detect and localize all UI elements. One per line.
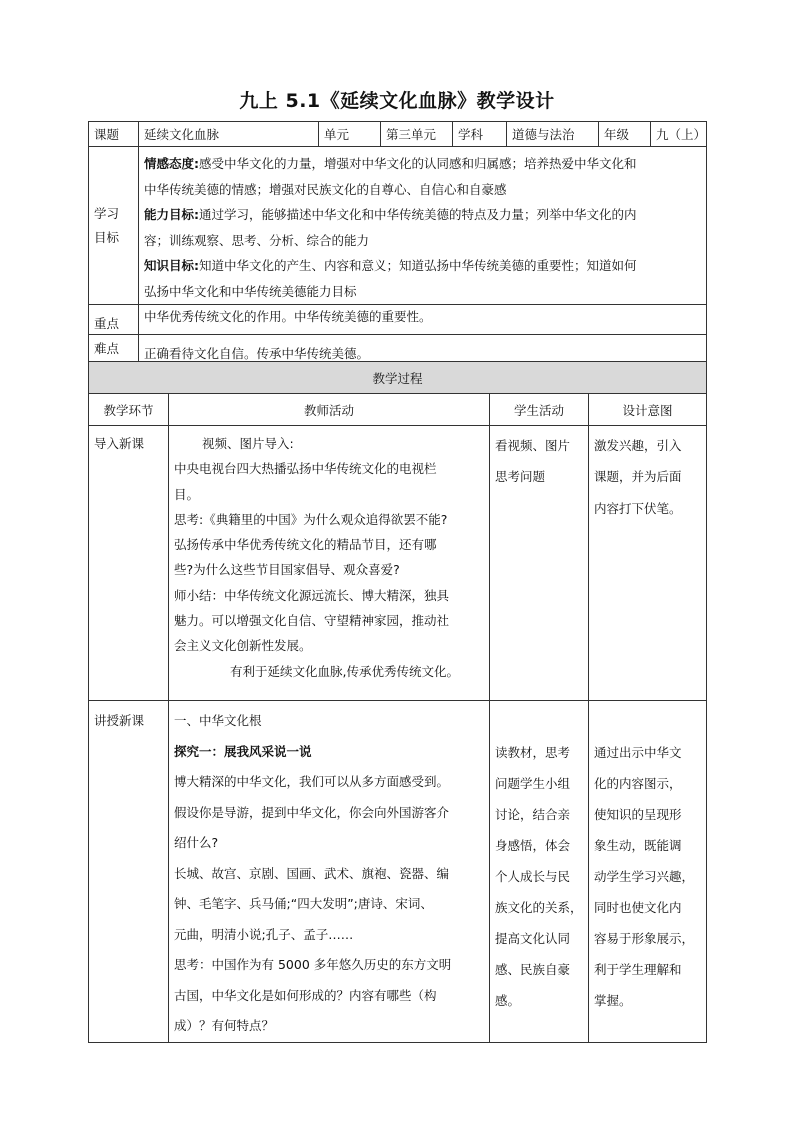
difficulty-label: 难点	[89, 335, 139, 365]
objectives-row	[89, 147, 707, 305]
teaching-process-table	[88, 361, 707, 1043]
new-student-line: 感、民族自豪	[495, 962, 571, 977]
intro-teacher-line: 会主义文化创新性发展。	[174, 638, 312, 654]
intro-row	[89, 426, 707, 701]
course-label: 课题	[89, 122, 139, 147]
intro-teacher-cell	[169, 426, 490, 701]
lesson-info-table	[88, 121, 707, 365]
intro-teacher-line: 视频、图片导入:	[202, 436, 294, 451]
col-header-design: 设计意图	[589, 394, 707, 426]
process-header-row	[89, 394, 707, 426]
grade-label: 年级	[599, 122, 651, 147]
new-student-line: 讨论，结合亲	[495, 807, 571, 822]
new-student-line: 问题学生小组	[495, 776, 571, 791]
intro-teacher-line: 弘扬传承中华优秀传统文化的精品节目，还有哪	[174, 537, 437, 553]
intro-design-line: 课题，并为后面	[594, 469, 682, 485]
objectives-label-line1: 学习	[94, 205, 120, 221]
new-student-line: 提高文化认同	[495, 931, 571, 946]
new-design-line: 利于学生理解和	[594, 962, 682, 977]
course-value: 延续文化血脉	[139, 122, 319, 147]
intro-student-line: 看视频、图片	[495, 438, 571, 453]
grade-value: 九（上）	[651, 122, 707, 147]
new-student-line: 读教材，思考	[495, 745, 571, 760]
new-teacher-line: 博大精深的中华文化，我们可以从多方面感受到。	[174, 774, 450, 789]
new-teacher-line: 钟、毛笔字、兵马俑;“四大发明”;唐诗、宋词、	[174, 896, 433, 911]
new-teacher-heading: 探究一：展我风采说一说	[174, 743, 312, 759]
intro-design-line: 内容打下伏笔。	[594, 500, 682, 516]
intro-teacher-line: 有利于延续文化血脉,传承优秀传统文化。	[230, 663, 459, 679]
new-teacher-line: 假设你是导游，提到中华文化，你会向外国游客介	[174, 804, 450, 820]
objectives-label	[89, 147, 139, 305]
intro-teacher-line: 魅力。可以增强文化自信、守望精神家园，推动社	[174, 613, 450, 629]
objectives-label-line2: 目标	[94, 229, 120, 245]
new-lesson-row	[89, 701, 707, 1043]
intro-design-line: 激发兴趣，引入	[594, 438, 682, 453]
process-title-row	[89, 362, 707, 394]
new-design-line: 化的内容图示，	[594, 776, 682, 791]
new-design-cell	[589, 701, 707, 1043]
process-title: 教学过程	[89, 362, 707, 394]
new-teacher-line: 古国，中华文化是如何形成的？内容有哪些（构	[174, 987, 437, 1003]
new-design-line: 通过出示中华文	[594, 745, 682, 760]
new-design-line: 掌握。	[594, 993, 632, 1008]
new-teacher-line: 元曲，明清小说;孔子、孟子……	[174, 926, 354, 942]
ability-label: 能力目标:	[144, 207, 199, 222]
new-teacher-line: 一、中华文化根	[174, 713, 262, 728]
new-student-cell	[490, 701, 589, 1043]
intro-teacher-line: 师小结：中华传统文化源远流长、博大精深，独具	[174, 587, 450, 603]
new-design-line: 象生动，既能调	[594, 838, 682, 853]
knowledge-line2: 弘扬中华文化和中华传统美德能力目标	[144, 283, 357, 299]
ability-line1: 通过学习，能够描述中华文化和中华传统美德的特点及力量；列举中华文化的内	[199, 207, 637, 222]
new-teacher-line: 绍什么?	[174, 835, 219, 850]
col-header-teacher: 教师活动	[169, 394, 490, 426]
unit-value: 第三单元	[381, 122, 453, 147]
new-design-line: 同时也使文化内	[594, 900, 682, 915]
intro-teacher-line: 目。	[174, 486, 200, 502]
new-student-line: 感。	[495, 993, 521, 1008]
intro-teacher-line: 中央电视台四大热播弘扬中华传统文化的电视栏	[174, 461, 437, 477]
new-design-line: 容易于形象展示，	[594, 931, 695, 946]
intro-stage: 导入新课	[89, 426, 169, 701]
ability-line2: 容；训练观察、思考、分析、综合的能力	[144, 232, 370, 248]
document-title: 九上 5.1《延续文化血脉》教学设计	[239, 90, 555, 112]
col-header-stage: 教学环节	[89, 394, 169, 426]
emotion-line2: 中华传统美德的情感；增强对民族文化的自尊心、自信心和自豪感	[144, 181, 507, 197]
knowledge-label: 知识目标:	[144, 258, 199, 273]
new-student-line: 身感悟，体会	[495, 838, 571, 853]
intro-design-cell	[589, 426, 707, 701]
col-header-student: 学生活动	[490, 394, 589, 426]
emotion-line1: 感受中华文化的力量，增强对中华文化的认同感和归属感；培养热爱中华文化和	[199, 156, 637, 171]
intro-student-cell	[490, 426, 589, 701]
emotion-label: 情感态度:	[144, 156, 199, 171]
new-teacher-line: 成）？有何特点？	[174, 1018, 275, 1033]
difficulty-value: 正确看待文化自信。传承中华传统美德。	[139, 335, 707, 365]
new-stage: 讲授新课	[89, 701, 169, 1043]
subject-value: 道德与法治	[507, 122, 599, 147]
key-point-label: 重点	[89, 305, 139, 335]
header-row	[89, 122, 707, 147]
subject-label: 学科	[453, 122, 507, 147]
knowledge-line1: 知道中华文化的产生、内容和意义；知道弘扬中华传统美德的重要性；知道如何	[199, 258, 637, 273]
unit-label: 单元	[319, 122, 381, 147]
new-teacher-line: 思考：中国作为有 5000 多年悠久历史的东方文明	[174, 957, 452, 972]
intro-teacher-line: 思考:《典籍里的中国》为什么观众追得欲罢不能?	[174, 511, 448, 527]
new-teacher-cell	[169, 701, 490, 1043]
objectives-content	[139, 147, 707, 305]
new-student-line: 个人成长与民	[495, 869, 571, 884]
intro-teacher-line: 些?为什么这些节目国家倡导、观众喜爱?	[174, 562, 400, 578]
new-teacher-line: 长城、故宫、京剧、国画、武术、旗袍、瓷器、编	[174, 865, 450, 881]
new-design-line: 使知识的呈现形	[594, 807, 682, 822]
new-student-line: 族文化的关系，	[495, 900, 583, 915]
difficulty-row	[89, 335, 707, 365]
intro-student-line: 思考问题	[495, 469, 546, 485]
new-design-line: 动学生学习兴趣，	[594, 869, 695, 884]
key-point-row	[89, 305, 707, 335]
key-point-value: 中华优秀传统文化的作用。中华传统美德的重要性。	[139, 305, 707, 335]
